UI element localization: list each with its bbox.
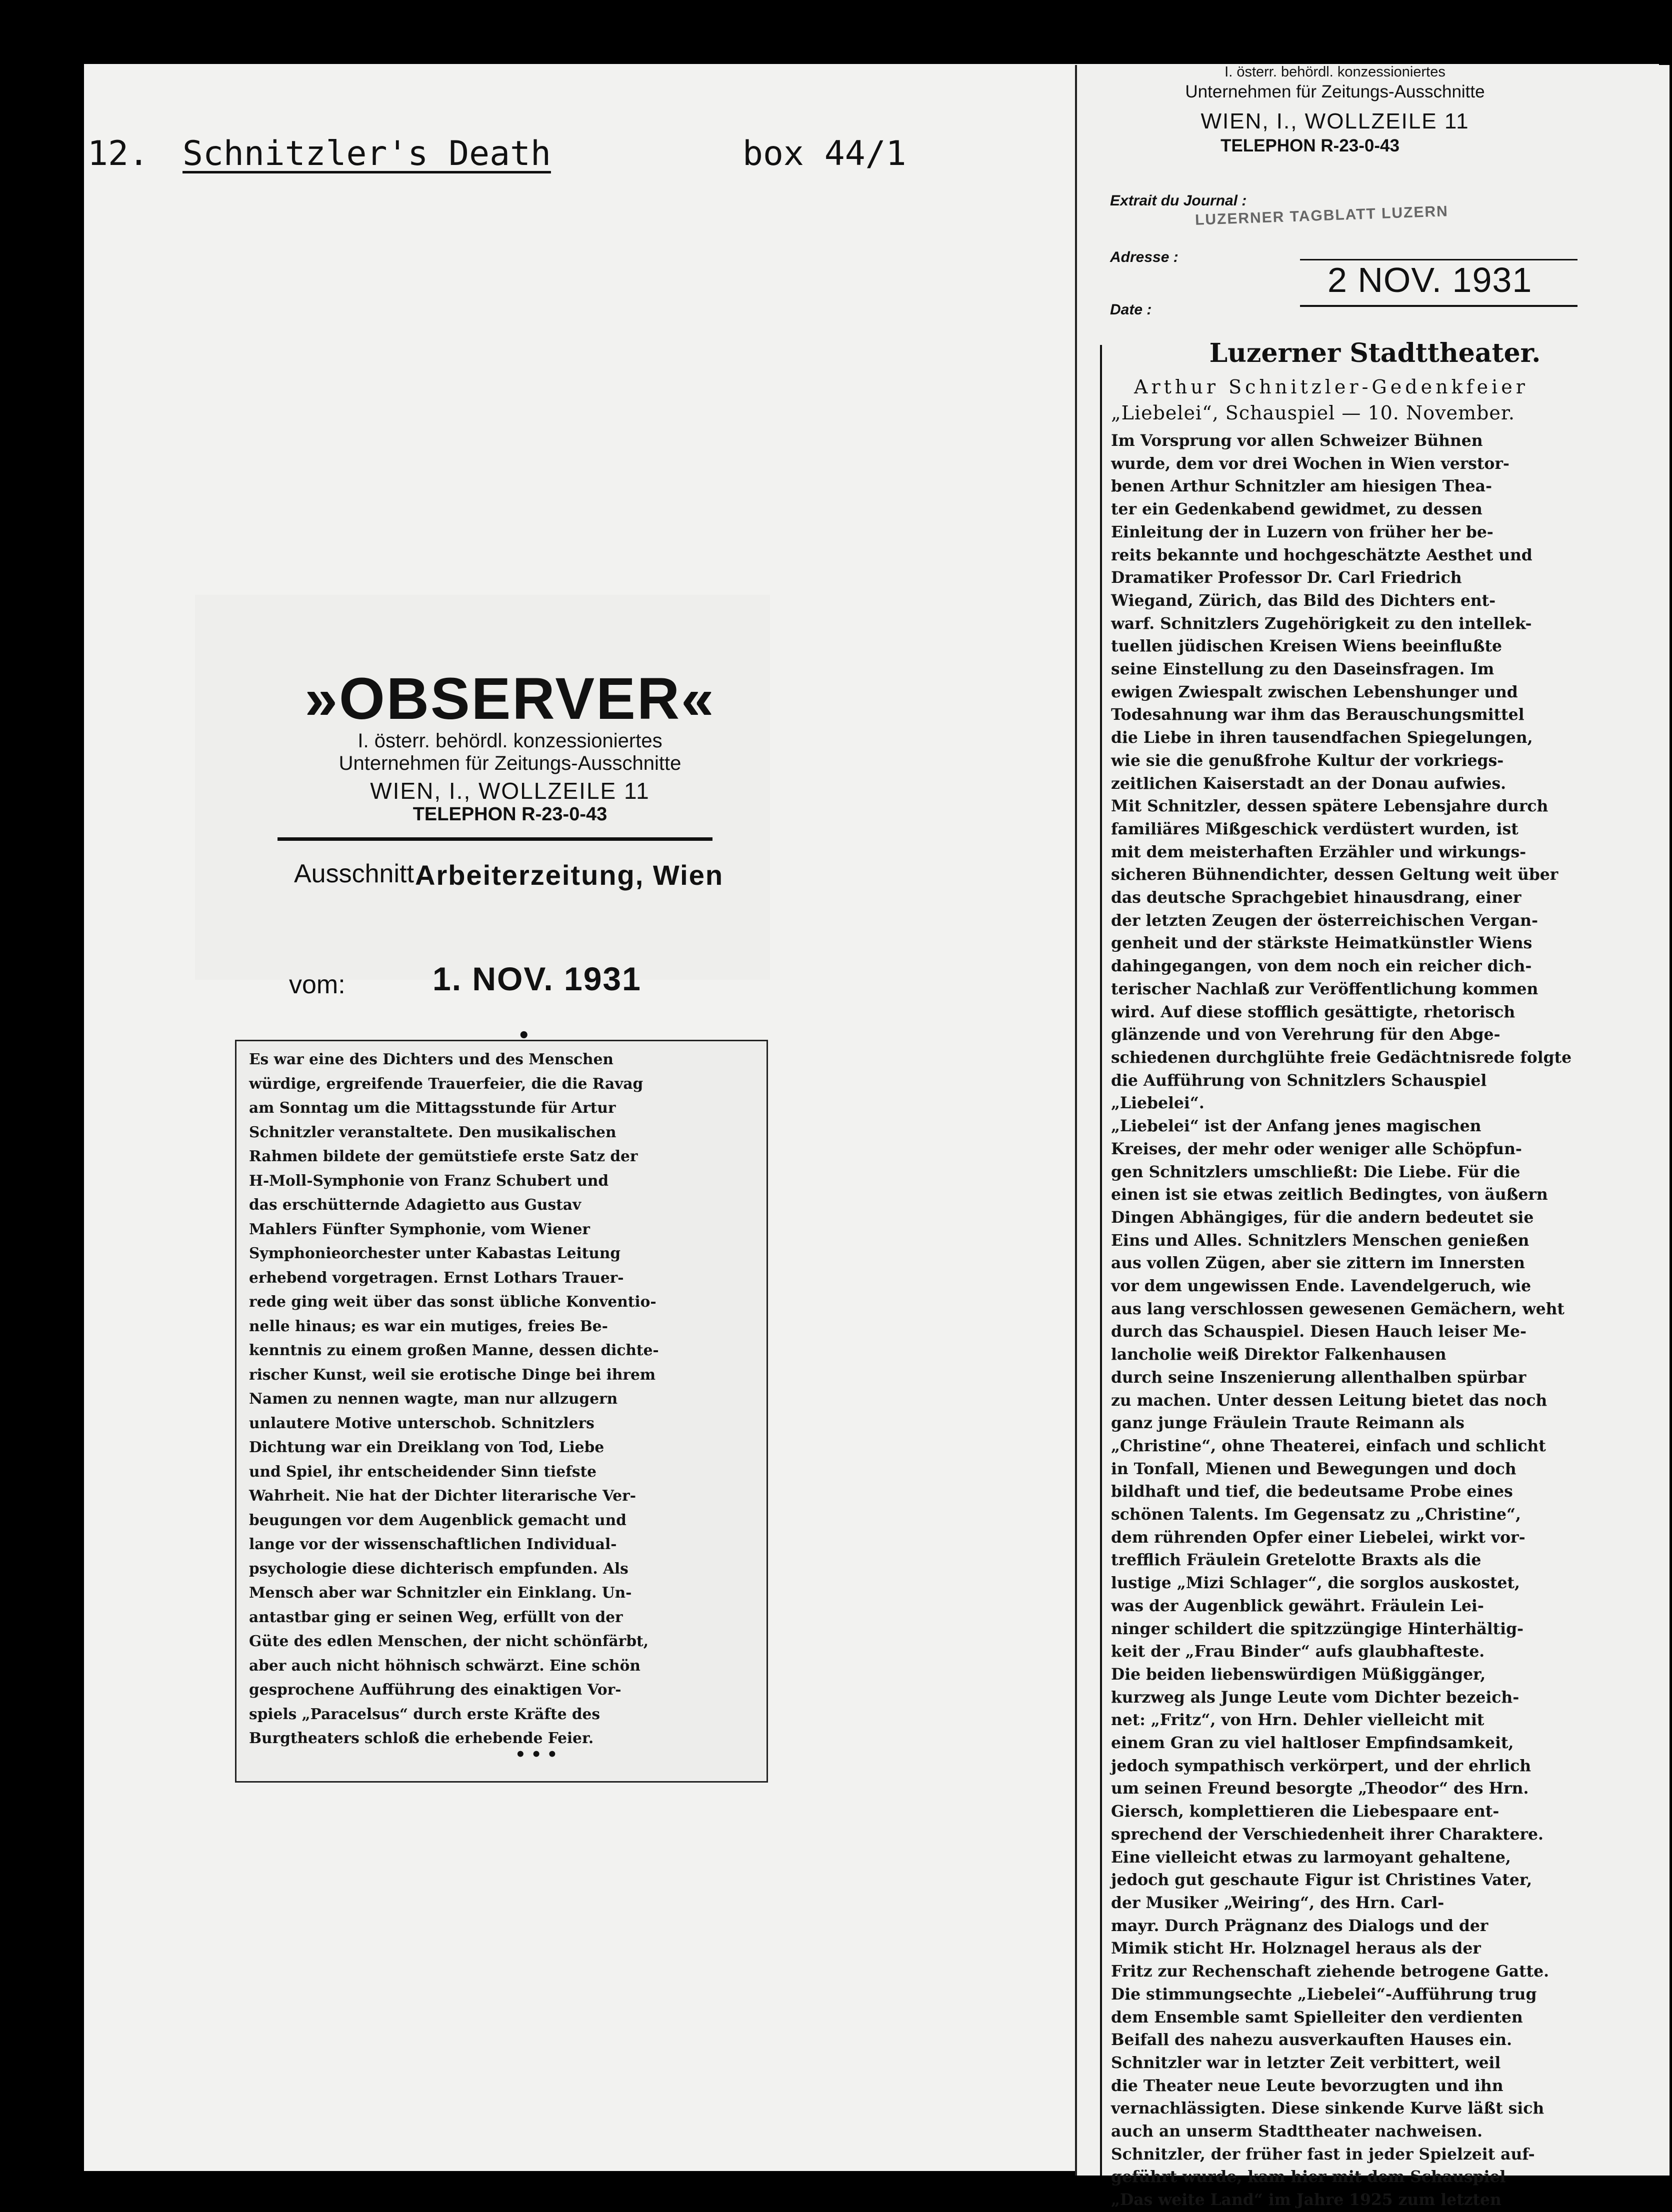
left-article-end-marks: ••• [515,1745,563,1765]
left-masthead-line1: I. österr. behördl. konzessioniertes [358,730,662,752]
right-article-headline: Luzerner Stadttheater. [1209,338,1541,368]
right-masthead-line4: TELEPHON R-23-0-43 [1220,136,1400,155]
adresse-label: Adresse : [1110,249,1178,265]
left-article-text: Es war eine des Dichters und des Menschen würdige, ergreifende Trauerfeier, die die Ravag am Sonntag um die Mittagsstunde für Artur Schnitzler veranstaltete. Den musikalischen Rahmen bildete der gemütstiefe erste Satz der H-Moll-Symphonie von Franz Schubert und das erschütternde Adagietto aus Gustav Mahlers Fünfter Symphonie, vom Wiener Symphonieorchester unter Kabastas Leitung erhebend vorgetragen. Ernst Lothars Trauer- rede ging weit über das sonst übliche Konventio- nelle hinaus; es war ein mutiges, freies Be- kenntnis zu einem großen Manne, dessen dichte- rischer Kunst, weil sie erotische Dinge bei ihrem Namen zu nennen wagte, man nur allzugern unlautere Motive unterschob. Schnitzlers Dichtung war ein Dreiklang von Tod, Liebe und Spiel, ihr entscheidender Sinn tiefste Wahrheit. Nie hat der Dichter literarische Ver- beugungen vor dem Augenblick gemacht und lange vor der wissenschaftlichen Individual- psychologie diese dichterisch empfunden. Als Mensch aber war Schnitzler ein Einklang. Un- antastbar ging er seinen Weg, erfüllt von der Güte des edlen Menschen, der nicht schönfärbt, aber auch nicht höhnisch schwärzt. Eine schön gesprochene Aufführung des einaktigen Vor- spiels „Paracelsus“ durch erste Kräfte des Burgtheaters schloß die erhebende Feier. [249,1050,659,1747]
left-masthead-line3: WIEN, I., WOLLZEILE 11 [370,778,650,804]
vom-date-stamp: 1. NOV. 1931 [432,960,642,997]
left-masthead-rule [278,837,712,841]
vom-label: vom: [289,970,346,999]
right-masthead-line1: I. österr. behördl. konzessioniertes [1224,64,1446,80]
left-article-top-mark: • [518,1024,530,1047]
date-stamp-top-rule [1300,259,1578,260]
left-masthead-line4: TELEPHON R-23-0-43 [412,804,608,825]
right-article-text: Im Vorsprung vor allen Schweizer Bühnen wurde, dem vor drei Wochen in Wien verstor- benen Arthur Schnitzler am hiesigen Thea- ter ein Gedenkabend gewidmet, zu dessen Einleitung der in Luzern von früher her be- reits bekannte und hochgeschätzte Aesthet und Dramatiker Professor Dr. Carl Friedrich Wiegand, Zürich, das Bild des Dichters ent- warf. Schnitzlers Zugehörigkeit zu den intellek- tuellen jüdischen Kreisen Wiens beeinflußte seine Einstellung zu den Daseinsfragen. Im ewigen Zwiespalt zwischen Lebenshunger und Todesahnung war ihm das Berauschungsmittel die Liebe in ihren tausendfachen Spiegelungen, wie sie die genußfrohe Kultur der vorkriegs- zeitlichen Kaiserstadt an der Donau aufwies. Mit Schnitzler, dessen spätere Lebensjahre durch familiäres Mißgeschick verdüstert wurden, ist mit dem meisterhaften Erzähler und wirkungs- sicheren Bühnendichter, dessen Geltung weit über das deutsche Sprachgebiet hinausdrang, einer der letzten Zeugen der österreichischen Vergan- genheit und der stärkste Heimatkünstler Wiens dahingegangen, von dem noch ein reicher dich- terischer Nachlaß zur Veröffentlichung kommen wird. Auf diese stofflich gesättigte, rhetorisch glänzende und von Verehrung für den Abge- schiedenen durchglühte freie Gedächtnisrede folgte die Aufführung von Schnitzlers Schauspiel „Liebelei“. „Liebelei“ ist der Anfang jenes magischen Kreises, der mehr oder weniger alle Schöpfun- gen Schnitzlers umschließt: Die Liebe. Für die einen ist sie etwas zeitlich Bedingtes, von äußern Dingen Abhängiges, für die andern bedeutet sie Eins und Alles. Schnitzlers Menschen genießen aus vollen Zügen, aber sie zittern im Innersten vor dem ungewissen Ende. Lavendelgeruch, wie aus lang verschlossen gewesenen Gemächern, weht durch das Schauspiel. Diesen Hauch leiser Me- lancholie weiß Direktor Falkenhausen durch seine Inszenierung allenthalben spürbar zu machen. Unter dessen Leitung bietet das noch ganz junge Fräulein Traute Reimann als „Christine“, ohne Theaterei, einfach und schlicht in Tonfall, Mienen und Bewegungen und doch bildhaft und tief, die bedeutsame Probe eines schönen Talents. Im Gegensatz zu „Christine“, dem rührenden Opfer einer Liebelei, wirkt vor- trefflich Fräulein Gretelotte Braxts als die lustige „Mizi Schlager“, die sorglos auskostet, was der Augenblick gewährt. Fräulein Lei- ninger schildert die spitzzüngige Hinterhältig- keit der „Frau Binder“ aufs glaubhafteste. Die beiden liebenswürdigen Müßiggänger, kurzweg als Junge Leute vom Dichter bezeich- net: „Fritz“, von Hrn. Dehler vielleicht mit einem Gran zu viel haltloser Empfindsamkeit, jedoch sympathisch verkörpert, und der ehrlich um seinen Freund besorgte „Theodor“ des Hrn. Giersch, komplettieren die Liebespaare ent- sprechend der Verschiedenheit ihrer Charaktere. Eine vielleicht etwas zu larmoyant gehaltene, jedoch gut geschaute Figur ist Christines Vater, der Musiker „Weiring“, des Hrn. Carl- mayr. Durch Prägnanz des Dialogs und der Mimik sticht Hr. Holznagel heraus als der Fritz zur Rechenschaft ziehende betrogene Gatte. Die stimmungsechte „Liebelei“-Aufführung trug dem Ensemble samt Spielleiter den verdienten Beifall des nahezu ausverkauften Hauses ein. Schnitzler war in letzter Zeit verbittert, weil die Theater neue Leute bevorzugten und ihn vernachlässigten. Diese sinkende Kurve läßt sich auch an unserm Stadttheater nachweisen. Schnitzler, der früher fast in jeder Spielzeit auf- geführt wurde, kam hier mit dem Schauspiel „Das weite Land“ im Jahre 1925 zum letzten [1111,432,1572,2210]
observer-logo: »OBSERVER« [304,666,716,732]
ausschnitt-value: Arbeiterzeitung, Wien [415,859,724,891]
left-masthead-line2: Unternehmen für Zeitungs-Ausschnitte [338,752,682,774]
right-masthead-line2: Unternehmen für Zeitungs-Ausschnitte [1185,82,1485,101]
ausschnitt-label: Ausschnitt [294,859,414,888]
right-article-border [1100,345,1102,2176]
folder-number: 12. [88,134,149,173]
date-stamp: 2 NOV. 1931 [1328,260,1532,299]
box-label: box 44/1 [742,134,906,173]
date-stamp-bottom-rule [1300,305,1578,307]
adresse-stamp: LUZERNER TAGBLATT LUZERN [1194,203,1449,228]
extrait-label: Extrait du Journal : [1110,192,1247,209]
date-label: Date : [1110,301,1152,318]
right-article-subhead1: Arthur Schnitzler-Gedenkfeier [1134,376,1528,398]
right-masthead-line3: WIEN, I., WOLLZEILE 11 [1200,109,1470,133]
right-article-subhead2: „Liebelei“, Schauspiel — 10. November. [1111,402,1515,424]
folder-title: Schnitzler's Death [182,134,551,173]
